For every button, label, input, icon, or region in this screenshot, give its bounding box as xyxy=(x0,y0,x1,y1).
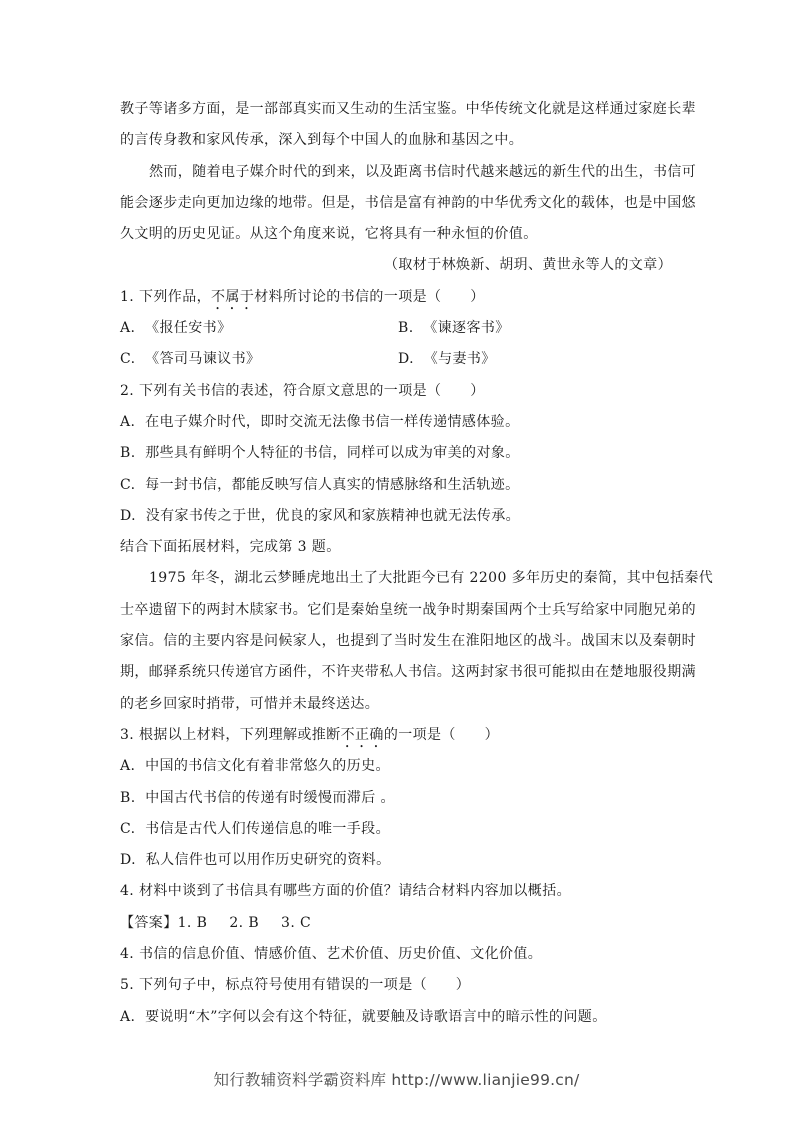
option-text: 《报任安书》 xyxy=(145,320,232,337)
question-2-option-a xyxy=(120,407,676,438)
option-key: C. xyxy=(120,476,136,493)
option-text: 没有家书传之于世，优良的家风和家族精神也就无法传承。 xyxy=(145,507,521,524)
answer-2: 2. B xyxy=(229,914,260,931)
option-key: A. xyxy=(120,320,136,337)
question-3-stem xyxy=(120,720,676,751)
option-text: 《与妻书》 xyxy=(423,351,496,368)
passage-para2-line2: 能会逐步走向更加边缘的地带。但是，书信是富有神韵的中华优秀文化的载体，也是中国悠 xyxy=(120,194,696,211)
passage-source: （取材于林焕新、胡玥、黄世永等人的文章） xyxy=(384,257,672,274)
question-3-option-c xyxy=(120,814,676,845)
question-1-options-row1 xyxy=(120,313,676,344)
question-2-option-c xyxy=(120,470,676,501)
option-text: 私人信件也可以用作历史研究的资料。 xyxy=(145,852,391,869)
answer-label: 【答案】 xyxy=(120,914,178,931)
extension-line5: 的老乡回家时捎带，可惜并未最终送达。 xyxy=(120,695,380,712)
option-key: A. xyxy=(120,413,136,430)
extension-line1: 1975 年冬，湖北云梦睡虎地出土了大批距今已有 2200 多年历史的秦简，其中包括秦代 xyxy=(149,570,714,587)
answer-4: 4. 书信的信息价值、情感价值、艺术价值、历史价值、文化价值。 xyxy=(120,946,543,963)
answer-1: 1. B xyxy=(177,914,208,931)
option-text: 要说明“木”字何以会有这个特征，就要触及诗歌语言中的暗示性的问题。 xyxy=(145,1008,607,1025)
question-3-prefix: 3. 根据以上材料，下列理解或推断 xyxy=(120,726,341,743)
passage-para2-line3: 久文明的历史见证。从这个角度来说，它将具有一种永恒的价值。 xyxy=(120,226,538,243)
footer-watermark: 知行教辅资料学霸资料库 http://www.lianjie99.cn/ xyxy=(213,1071,580,1089)
question-1-option-a xyxy=(120,313,398,344)
passage-para1-line2: 的言传身教和家风传承，深入到每个中国人的血脉和基因之中。 xyxy=(120,132,524,149)
option-text: 书信是古代人们传递信息的唯一手段。 xyxy=(145,820,390,837)
extension-line2: 士卒遗留下的两封木牍家书。它们是秦始皇统一战争时期秦国两个士兵写给家中同胞兄弟的 xyxy=(120,601,696,618)
question-3-option-a xyxy=(120,751,676,782)
question-3-option-d xyxy=(120,845,676,876)
question-1-emphasis: 不属于 xyxy=(211,288,255,305)
option-text: 中国古代书信的传递有时缓慢而滞后 。 xyxy=(145,789,395,806)
question-3-suffix: 的一项是（ ） xyxy=(383,726,500,743)
question-3-emphasis: 不正确 xyxy=(340,726,384,743)
option-key: C. xyxy=(120,820,136,837)
question-1-stem xyxy=(120,282,676,313)
option-key: A. xyxy=(120,1008,136,1025)
option-key: D. xyxy=(120,852,136,869)
option-text: 《答司马谏议书》 xyxy=(145,351,261,368)
extension-intro: 结合下面拓展材料，完成第 3 题。 xyxy=(120,539,341,556)
option-key: D. xyxy=(398,351,414,368)
question-3-option-b xyxy=(120,783,676,814)
question-1-prefix: 1. 下列作品， xyxy=(120,288,212,305)
question-2-option-b xyxy=(120,438,676,469)
question-4-stem: 4. 材料中谈到了书信具有哪些方面的价值？请结合材料内容加以概括。 xyxy=(120,883,572,900)
question-1-option-d xyxy=(398,344,676,375)
passage-para2-line1: 然而，随着电子媒介时代的到来，以及距离书信时代越来越远的新生代的出生，书信可 xyxy=(149,163,697,180)
question-1-suffix: 材料所讨论的书信的一项是（ ） xyxy=(254,288,485,305)
question-1-option-c xyxy=(120,344,398,375)
option-key: B. xyxy=(120,789,136,806)
question-1-options-row2 xyxy=(120,344,676,375)
option-text: 在电子媒介时代，即时交流无法像书信一样传递情感体验。 xyxy=(145,413,520,430)
answer-3: 3. C xyxy=(281,914,312,931)
option-text: 《谏逐客书》 xyxy=(423,320,510,337)
question-2-stem: 2. 下列有关书信的表述，符合原文意思的一项是（ ） xyxy=(120,382,485,399)
option-key: A. xyxy=(120,758,136,775)
question-5-stem: 5. 下列句子中，标点符号使用有错误的一项是（ ） xyxy=(120,977,471,994)
option-text: 每一封书信，都能反映写信人真实的情感脉络和生活轨迹。 xyxy=(145,476,520,493)
question-2-option-d xyxy=(120,501,676,532)
question-1-option-b xyxy=(398,313,676,344)
extension-line4: 期，邮驿系统只传递官方函件，不许夹带私人书信。这两封家书很可能拟由在楚地服役期满 xyxy=(120,664,696,681)
answer-key xyxy=(120,908,676,939)
option-key: B. xyxy=(120,445,136,462)
option-key: C. xyxy=(120,351,136,368)
option-key: B. xyxy=(398,320,414,337)
option-text: 那些具有鲜明个人特征的书信，同样可以成为审美的对象。 xyxy=(145,445,520,462)
option-text: 中国的书信文化有着非常悠久的历史。 xyxy=(145,758,390,775)
extension-line3: 家信。信的主要内容是问候家人，也提到了当时发生在淮阳地区的战斗。战国末以及秦朝时 xyxy=(120,633,696,650)
question-5-option-a xyxy=(120,1002,676,1033)
passage-para1-line1: 教子等诸多方面，是一部部真实而又生动的生活宝鉴。中华传统文化就是这样通过家庭长辈 xyxy=(120,101,696,117)
document-page xyxy=(120,94,714,1033)
option-key: D. xyxy=(120,507,136,524)
